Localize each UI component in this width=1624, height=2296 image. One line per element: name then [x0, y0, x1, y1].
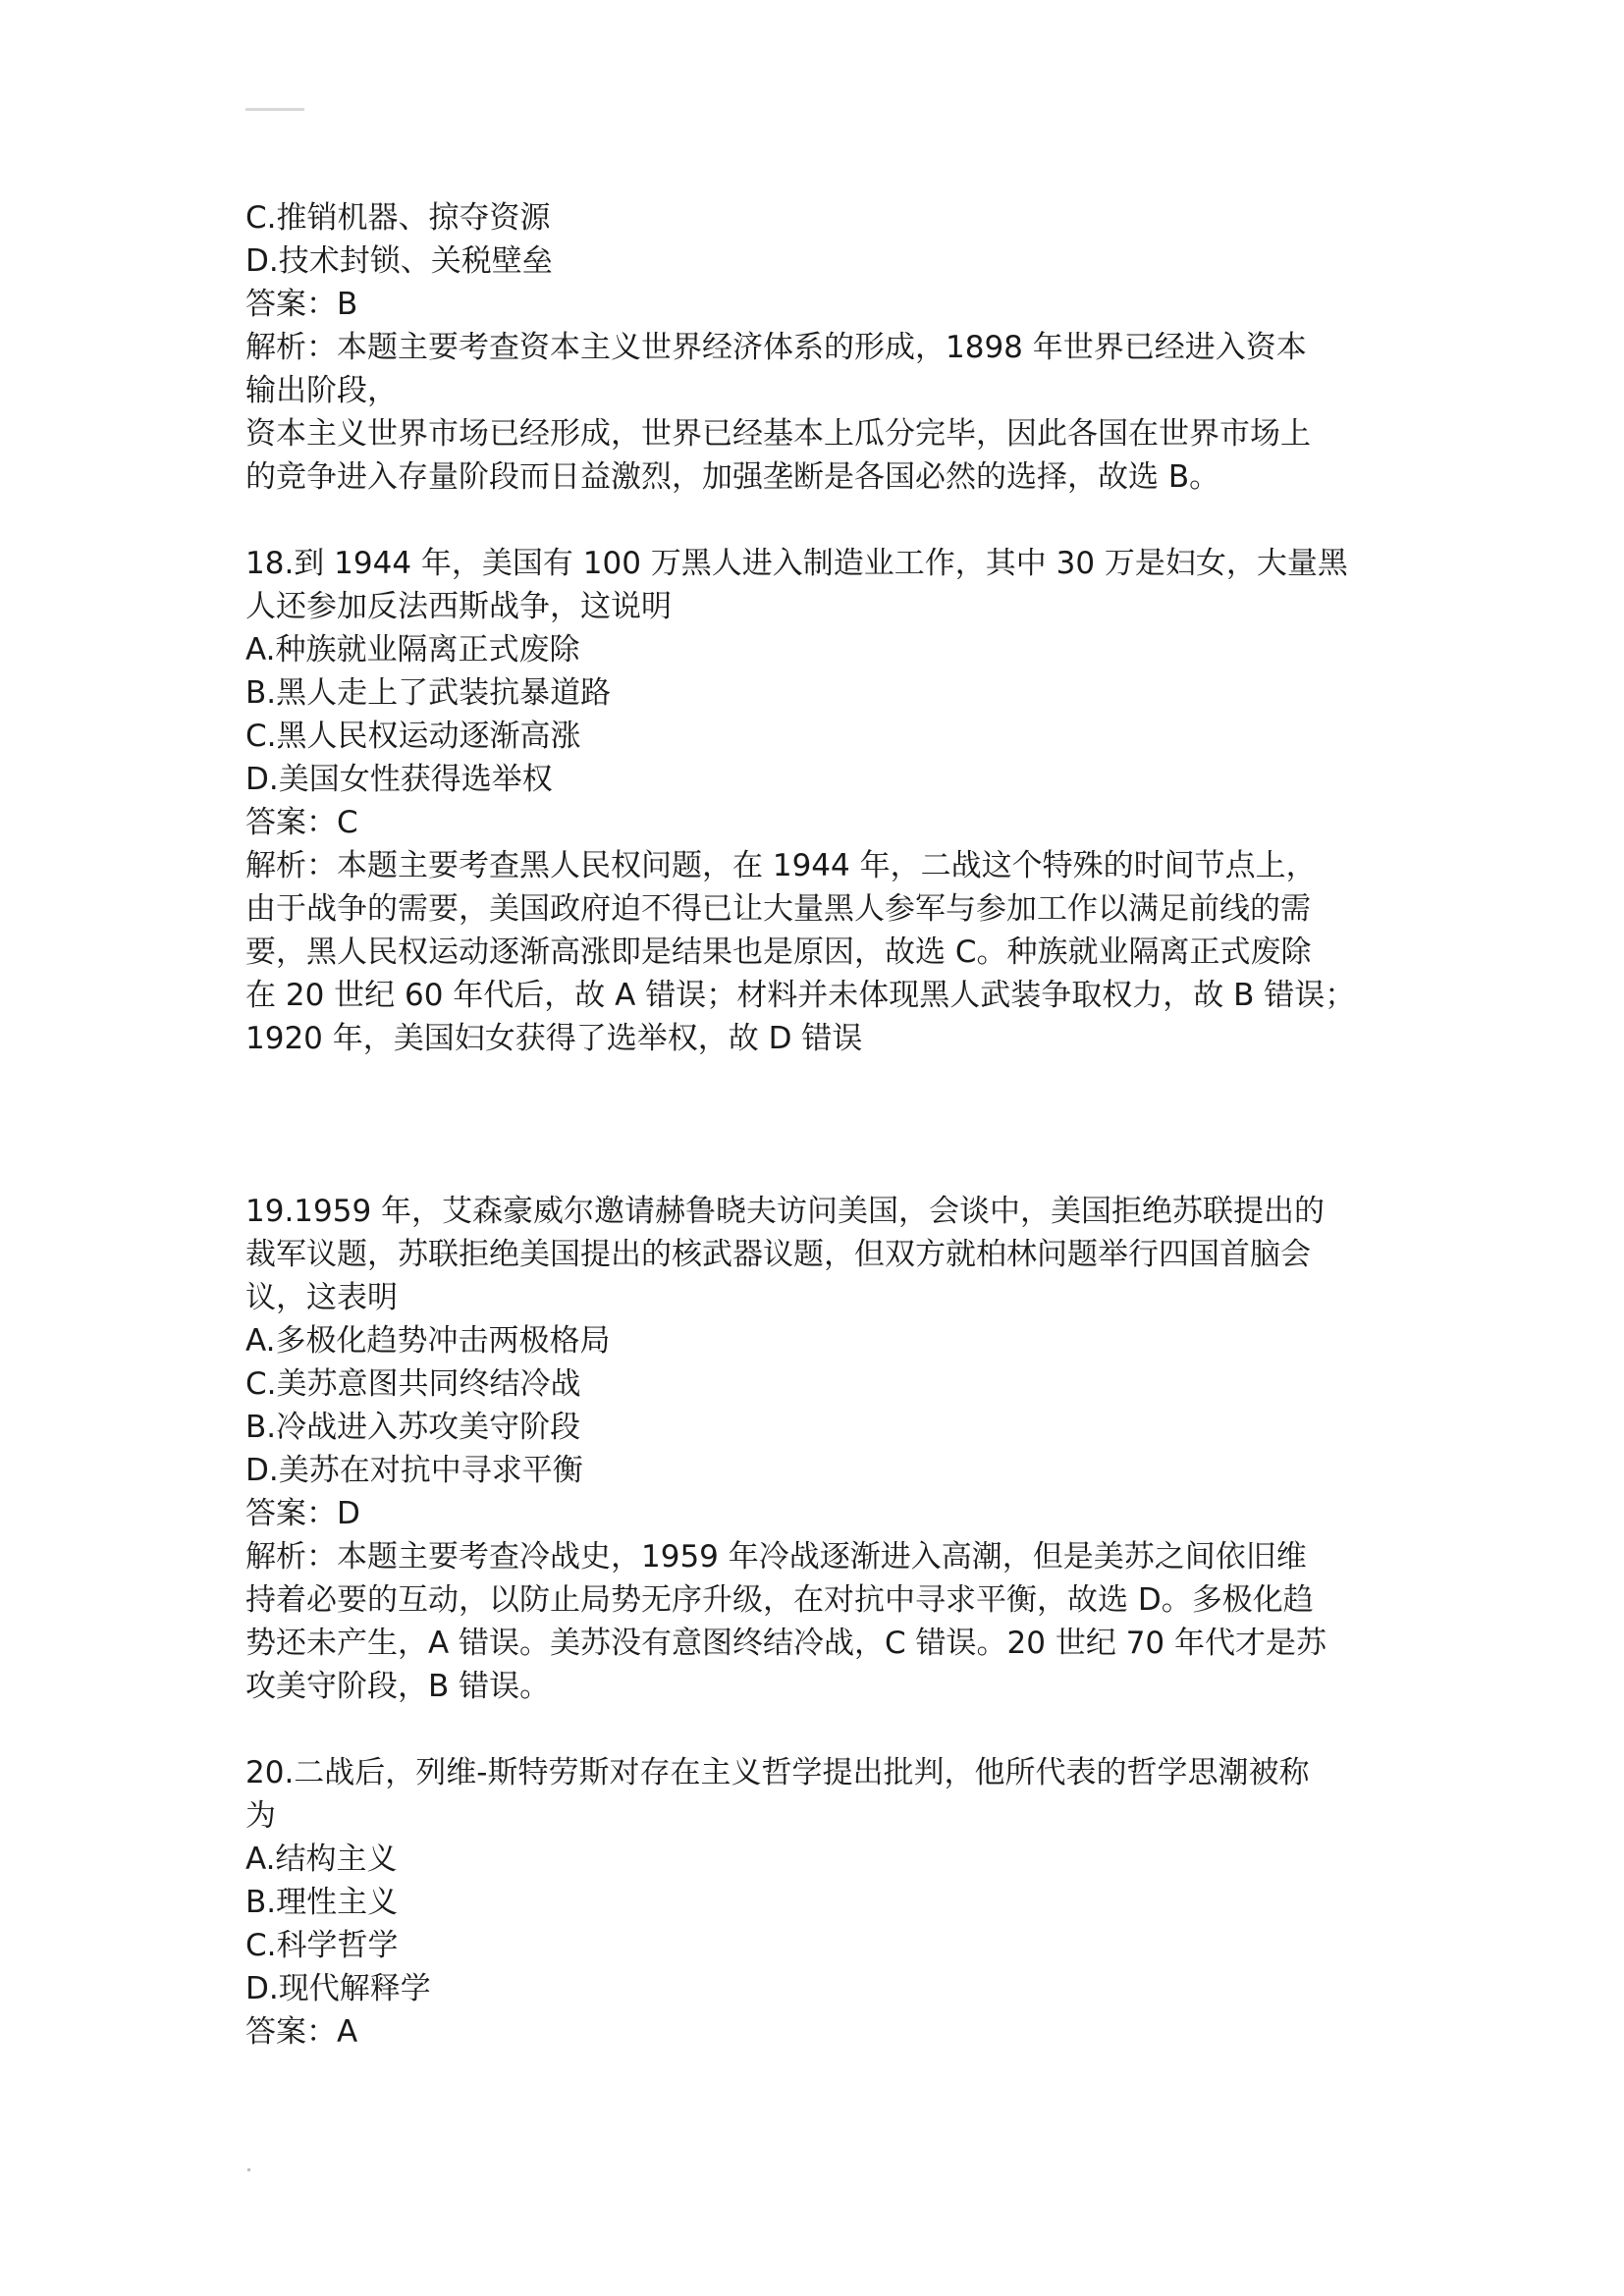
option-c: C.推销机器、掠夺资源	[245, 200, 551, 236]
option-c: C.黑人民权运动逐渐高涨	[245, 719, 581, 754]
option-a: A.多极化趋势冲击两极格局	[245, 1323, 611, 1359]
option-c: C.科学哲学	[245, 1928, 399, 1963]
option-a: A.种族就业隔离正式废除	[245, 632, 580, 667]
question-stem-line: 19.1959 年，艾森豪威尔邀请赫鲁晓夫访问美国，会谈中，美国拒绝苏联提出的	[245, 1194, 1326, 1229]
answer: 答案：B	[245, 287, 358, 322]
answer: 答案：C	[245, 805, 358, 840]
analysis-line: 攻美守阶段，B 错误。	[245, 1669, 551, 1704]
question-stem-line: 人还参加反法西斯战争，这说明	[245, 589, 672, 624]
header-mark	[245, 108, 304, 111]
question-20	[245, 1751, 1384, 2054]
question-stem-line: 为	[245, 1798, 276, 1834]
option-c: C.美苏意图共同终结冷战	[245, 1366, 581, 1402]
footer-mark	[247, 2168, 250, 2171]
option-d: D.技术封锁、关税壁垒	[245, 243, 553, 279]
question-19	[245, 1190, 1384, 1708]
question-stem-line: 20.二战后，列维-斯特劳斯对存在主义哲学提出批判，他所代表的哲学思潮被称	[245, 1755, 1310, 1790]
analysis-line: 势还未产生，A 错误。美苏没有意图终结冷战，C 错误。20 世纪 70 年代才是苏	[245, 1626, 1327, 1661]
analysis-line: 解析：本题主要考查黑人民权问题，在 1944 年，二战这个特殊的时间节点上，	[245, 848, 1317, 883]
option-a: A.结构主义	[245, 1842, 398, 1877]
spacer	[245, 1060, 1384, 1190]
analysis-line: 要，黑人民权运动逐渐高涨即是结果也是原因，故选 C。种族就业隔离正式废除	[245, 934, 1312, 970]
analysis-line: 解析：本题主要考查资本主义世界经济体系的形成，1898 年世界已经进入资本	[245, 330, 1307, 365]
question-stem-line: 裁军议题，苏联拒绝美国提出的核武器议题，但双方就柏林问题举行四国首脑会	[245, 1237, 1311, 1272]
analysis-line: 的竞争进入存量阶段而日益激烈，加强垄断是各国必然的选择，故选 B。	[245, 459, 1220, 495]
analysis-line: 在 20 世纪 60 年代后，故 A 错误；材料并未体现黑人武装争取权力，故 B 错误；	[245, 978, 1356, 1013]
answer: 答案：D	[245, 1496, 360, 1531]
analysis-line: 1920 年，美国妇女获得了选举权，故 D 错误	[245, 1021, 863, 1056]
question-18	[245, 542, 1384, 1060]
question-stem-line: 议，这表明	[245, 1280, 398, 1315]
option-d: D.美国女性获得选举权	[245, 762, 553, 797]
analysis-line: 输出阶段，	[245, 373, 398, 408]
analysis-line: 资本主义世界市场已经形成，世界已经基本上瓜分完毕，因此各国在世界市场上	[245, 416, 1311, 452]
analysis-line: 持着必要的互动，以防止局势无序升级，在对抗中寻求平衡，故选 D。多极化趋	[245, 1582, 1314, 1618]
analysis-line: 解析：本题主要考查冷战史，1959 年冷战逐渐进入高潮，但是美苏之间依旧维	[245, 1539, 1307, 1575]
analysis-line: 由于战争的需要，美国政府迫不得已让大量黑人参军与参加工作以满足前线的需	[245, 891, 1311, 927]
spacer	[245, 499, 1384, 542]
option-d: D.现代解释学	[245, 1971, 431, 2006]
question-17	[245, 196, 1384, 499]
option-d: D.美苏在对抗中寻求平衡	[245, 1453, 583, 1488]
answer: 答案：A	[245, 2014, 358, 2050]
option-b: B.黑人走上了武装抗暴道路	[245, 675, 612, 711]
page-content	[245, 196, 1384, 2054]
option-b: B.理性主义	[245, 1885, 399, 1920]
option-b: B.冷战进入苏攻美守阶段	[245, 1410, 581, 1445]
spacer	[245, 1708, 1384, 1751]
question-stem-line: 18.到 1944 年，美国有 100 万黑人进入制造业工作，其中 30 万是妇女，大量黑	[245, 546, 1348, 581]
